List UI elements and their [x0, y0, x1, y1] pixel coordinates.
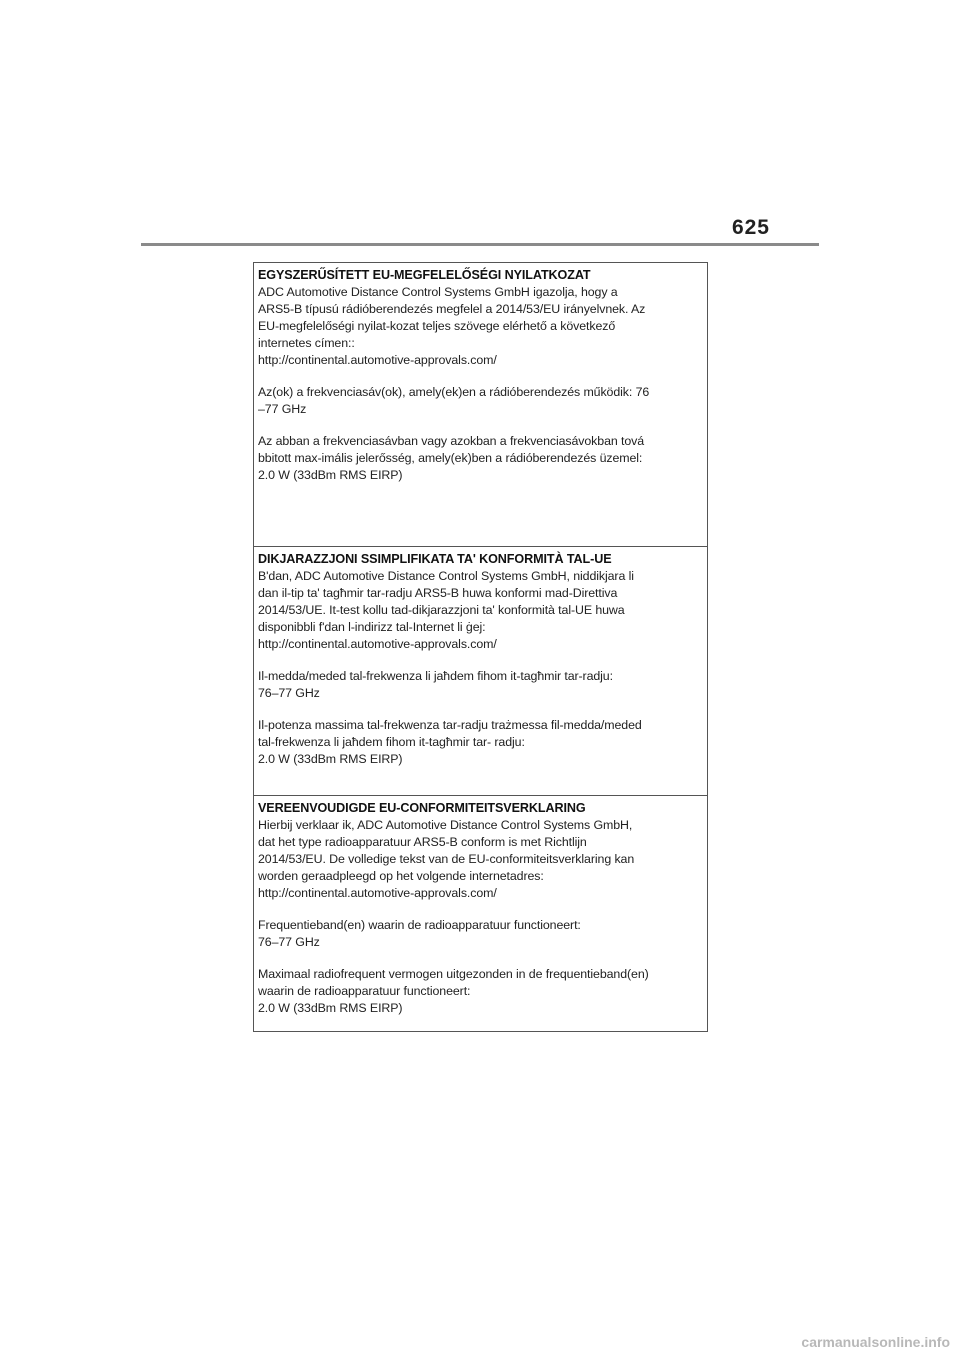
declaration-table: [253, 262, 708, 1032]
text-line: dat het type radioapparatuur ARS5-B conform is met Richtlijn: [258, 835, 587, 849]
text-line: tal-frekwenza li jaħdem fihom it-tagħmir tar- radju:: [258, 735, 525, 749]
text-line: 2.0 W (33dBm RMS EIRP): [258, 1001, 403, 1015]
text-line: 2014/53/UE. It-test kollu tad-dikjarazzjoni ta' konformità tal-UE huwa: [258, 603, 625, 617]
spacer: [258, 902, 703, 917]
spacer: [258, 369, 703, 384]
header-rule: [141, 243, 819, 246]
spacer: [258, 653, 703, 668]
spacer: [258, 702, 703, 717]
text-line: 2.0 W (33dBm RMS EIRP): [258, 468, 403, 482]
text-line: ARS5-B típusú rádióberendezés megfelel a 2014/53/EU irányelvnek. Az: [258, 302, 646, 316]
watermark: carmanualsonline.info: [801, 1334, 950, 1350]
section-title: DIKJARAZZJONI SSIMPLIFIKATA TA' KONFORMITÀ TAL-UE: [258, 552, 612, 566]
text-line: waarin de radioapparatuur functioneert:: [258, 984, 471, 998]
section-title: VEREENVOUDIGDE EU-CONFORMITEITSVERKLARING: [258, 801, 586, 815]
text-line: –77 GHz: [258, 402, 307, 416]
text-line: bbitott max-imális jelerősség, amely(ek)ben a rádióberendezés üzemel:: [258, 451, 643, 465]
url-text: http://continental.automotive-approvals.com/: [258, 637, 497, 651]
text-line: 76–77 GHz: [258, 686, 320, 700]
url-text: http://continental.automotive-approvals.com/: [258, 886, 497, 900]
spacer: [258, 951, 703, 966]
declaration-section-mt: [254, 546, 707, 795]
text-line: Frequentieband(en) waarin de radioapparatuur functioneert:: [258, 918, 581, 932]
text-line: Az(ok) a frekvenciasáv(ok), amely(ek)en a rádióberendezés működik: 76: [258, 385, 650, 399]
text-line: Hierbij verklaar ik, ADC Automotive Distance Control Systems GmbH,: [258, 818, 633, 832]
text-line: Il-medda/meded tal-frekwenza li jaħdem fihom it-tagħmir tar-radju:: [258, 669, 613, 683]
text-line: internetes címen::: [258, 336, 355, 350]
text-line: ADC Automotive Distance Control Systems GmbH igazolja, hogy a: [258, 285, 618, 299]
text-line: disponibbli f'dan l-indirizz tal-Internet li ġej:: [258, 620, 486, 634]
text-line: Maximaal radiofrequent vermogen uitgezonden in de frequentieband(en): [258, 967, 649, 981]
url-text: http://continental.automotive-approvals.com/: [258, 353, 497, 367]
text-line: 2.0 W (33dBm RMS EIRP): [258, 752, 403, 766]
text-line: Az abban a frekvenciasávban vagy azokban a frekvenciasávokban tová: [258, 434, 645, 448]
text-line: 2014/53/EU. De volledige tekst van de EU-conformiteitsverklaring kan: [258, 852, 635, 866]
text-line: Il-potenza massima tal-frekwenza tar-radju trażmessa fil-medda/meded: [258, 718, 642, 732]
text-line: worden geraadpleegd op het volgende internetadres:: [258, 869, 544, 883]
text-line: B'dan, ADC Automotive Distance Control Systems GmbH, niddikjara li: [258, 569, 634, 583]
section-title: EGYSZERŰSÍTETT EU-MEGFELELŐSÉGI NYILATKOZAT: [258, 268, 591, 282]
page-number: 625: [731, 216, 770, 239]
declaration-section-nl: [254, 795, 707, 1031]
text-line: 76–77 GHz: [258, 935, 320, 949]
declaration-section-hu: [254, 263, 707, 546]
text-line: dan il-tip ta' tagħmir tar-radju ARS5-B huwa konformi mad-Direttiva: [258, 586, 618, 600]
spacer: [258, 418, 703, 433]
text-line: EU-megfelelőségi nyilat-kozat teljes szövege elérhető a következő: [258, 319, 616, 333]
